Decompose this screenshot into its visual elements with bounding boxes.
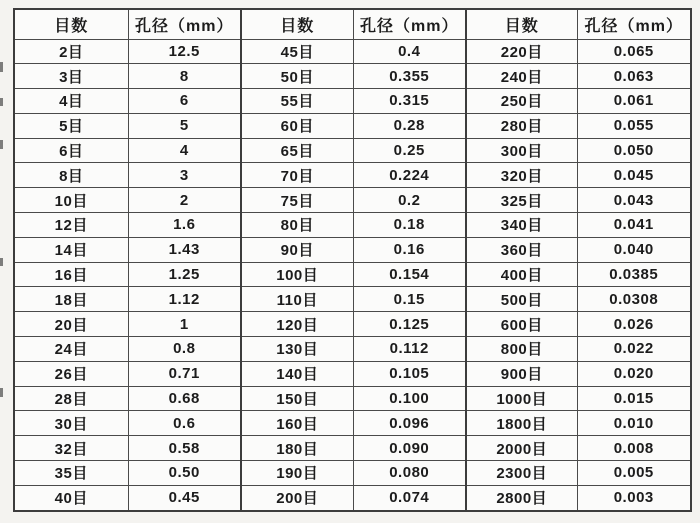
aperture-cell: 0.003 [577,485,691,511]
aperture-cell: 0.224 [353,163,466,188]
mesh-count-cell: 40目 [14,485,128,511]
aperture-cell: 1.12 [128,287,241,312]
aperture-cell: 0.154 [353,262,466,287]
aperture-cell: 0.125 [353,312,466,337]
table-row [14,337,691,362]
mesh-count-cell: 900目 [466,361,577,386]
mesh-count-cell: 55目 [241,89,353,114]
aperture-cell: 0.022 [577,337,691,362]
aperture-cell: 3 [128,163,241,188]
aperture-cell: 0.25 [353,138,466,163]
mesh-count-cell: 30目 [14,411,128,436]
table-row [14,163,691,188]
aperture-cell: 0.050 [577,138,691,163]
mesh-count-cell: 2300目 [466,461,577,486]
mesh-count-cell: 6目 [14,138,128,163]
aperture-cell: 0.45 [128,485,241,511]
mesh-count-cell: 4目 [14,89,128,114]
aperture-cell: 12.5 [128,39,241,64]
aperture-cell: 0.16 [353,237,466,262]
mesh-count-cell: 240目 [466,64,577,89]
aperture-cell: 0.040 [577,237,691,262]
aperture-header: 孔径（mm） [577,9,691,39]
aperture-cell: 0.58 [128,436,241,461]
mesh-count-header: 目数 [241,9,353,39]
aperture-header: 孔径（mm） [353,9,466,39]
table-row [14,262,691,287]
table-row [14,411,691,436]
mesh-count-cell: 60目 [241,113,353,138]
aperture-cell: 4 [128,138,241,163]
table-row [14,485,691,511]
mesh-count-cell: 45目 [241,39,353,64]
mesh-count-cell: 2目 [14,39,128,64]
mesh-count-cell: 50目 [241,64,353,89]
aperture-cell: 0.50 [128,461,241,486]
mesh-count-cell: 80目 [241,213,353,238]
scan-artifact [0,98,3,106]
table-row [14,188,691,213]
mesh-count-cell: 1000目 [466,386,577,411]
aperture-cell: 0.065 [577,39,691,64]
aperture-cell: 0.061 [577,89,691,114]
mesh-count-cell: 110目 [241,287,353,312]
aperture-cell: 2 [128,188,241,213]
aperture-cell: 1.25 [128,262,241,287]
mesh-count-cell: 140目 [241,361,353,386]
aperture-cell: 0.080 [353,461,466,486]
aperture-cell: 0.100 [353,386,466,411]
table-row [14,113,691,138]
table-row [14,237,691,262]
mesh-count-cell: 2000目 [466,436,577,461]
aperture-cell: 0.026 [577,312,691,337]
mesh-count-cell: 20目 [14,312,128,337]
aperture-cell: 0.063 [577,64,691,89]
mesh-count-cell: 360目 [466,237,577,262]
mesh-count-cell: 500目 [466,287,577,312]
aperture-cell: 0.112 [353,337,466,362]
mesh-count-cell: 26目 [14,361,128,386]
aperture-cell: 5 [128,113,241,138]
mesh-count-cell: 280目 [466,113,577,138]
table-row [14,89,691,114]
mesh-count-cell: 320目 [466,163,577,188]
aperture-cell: 0.008 [577,436,691,461]
aperture-cell: 0.105 [353,361,466,386]
aperture-cell: 0.096 [353,411,466,436]
mesh-count-cell: 1800目 [466,411,577,436]
aperture-cell: 8 [128,64,241,89]
mesh-count-cell: 3目 [14,64,128,89]
aperture-cell: 0.020 [577,361,691,386]
aperture-cell: 0.2 [353,188,466,213]
mesh-count-cell: 18目 [14,287,128,312]
mesh-count-cell: 14目 [14,237,128,262]
aperture-cell: 0.6 [128,411,241,436]
mesh-count-cell: 24目 [14,337,128,362]
table-row [14,64,691,89]
scan-artifact [0,62,3,72]
mesh-count-cell: 12目 [14,213,128,238]
aperture-header: 孔径（mm） [128,9,241,39]
table-row [14,436,691,461]
mesh-count-cell: 250目 [466,89,577,114]
aperture-cell: 0.005 [577,461,691,486]
aperture-cell: 0.355 [353,64,466,89]
mesh-count-cell: 5目 [14,113,128,138]
aperture-cell: 0.074 [353,485,466,511]
table-row [14,287,691,312]
mesh-count-cell: 8目 [14,163,128,188]
mesh-count-cell: 32目 [14,436,128,461]
mesh-count-cell: 10目 [14,188,128,213]
mesh-count-header: 目数 [14,9,128,39]
mesh-count-cell: 150目 [241,386,353,411]
mesh-count-cell: 340目 [466,213,577,238]
mesh-count-cell: 220目 [466,39,577,64]
mesh-count-cell: 200目 [241,485,353,511]
aperture-cell: 0.4 [353,39,466,64]
aperture-cell: 0.15 [353,287,466,312]
mesh-count-header: 目数 [466,9,577,39]
aperture-cell: 1 [128,312,241,337]
mesh-count-cell: 130目 [241,337,353,362]
header-row [14,9,691,39]
table-row [14,312,691,337]
table-row [14,39,691,64]
mesh-count-cell: 120目 [241,312,353,337]
mesh-count-cell: 600目 [466,312,577,337]
aperture-cell: 1.43 [128,237,241,262]
mesh-count-cell: 100目 [241,262,353,287]
scan-artifact [0,258,3,266]
mesh-count-cell: 75目 [241,188,353,213]
mesh-count-cell: 160目 [241,411,353,436]
aperture-cell: 0.315 [353,89,466,114]
mesh-aperture-table [13,8,692,512]
aperture-cell: 6 [128,89,241,114]
aperture-cell: 0.18 [353,213,466,238]
table-row [14,213,691,238]
aperture-cell: 0.010 [577,411,691,436]
mesh-count-cell: 300目 [466,138,577,163]
aperture-cell: 0.043 [577,188,691,213]
aperture-cell: 0.8 [128,337,241,362]
table-row [14,361,691,386]
scan-artifact [0,388,3,397]
aperture-cell: 0.015 [577,386,691,411]
mesh-count-cell: 2800目 [466,485,577,511]
aperture-cell: 0.055 [577,113,691,138]
aperture-cell: 0.68 [128,386,241,411]
mesh-count-cell: 800目 [466,337,577,362]
table-body [14,39,691,511]
table-row [14,461,691,486]
aperture-cell: 0.28 [353,113,466,138]
mesh-count-cell: 190目 [241,461,353,486]
mesh-count-cell: 16目 [14,262,128,287]
table-row [14,138,691,163]
aperture-cell: 0.71 [128,361,241,386]
aperture-cell: 0.090 [353,436,466,461]
mesh-count-cell: 180目 [241,436,353,461]
mesh-count-cell: 90目 [241,237,353,262]
table-row [14,386,691,411]
aperture-cell: 1.6 [128,213,241,238]
mesh-count-cell: 70目 [241,163,353,188]
aperture-cell: 0.045 [577,163,691,188]
mesh-count-cell: 400目 [466,262,577,287]
scan-artifact [0,140,3,149]
aperture-cell: 0.041 [577,213,691,238]
mesh-count-cell: 35目 [14,461,128,486]
aperture-cell: 0.0308 [577,287,691,312]
mesh-count-cell: 325目 [466,188,577,213]
mesh-count-cell: 65目 [241,138,353,163]
mesh-count-cell: 28目 [14,386,128,411]
aperture-cell: 0.0385 [577,262,691,287]
